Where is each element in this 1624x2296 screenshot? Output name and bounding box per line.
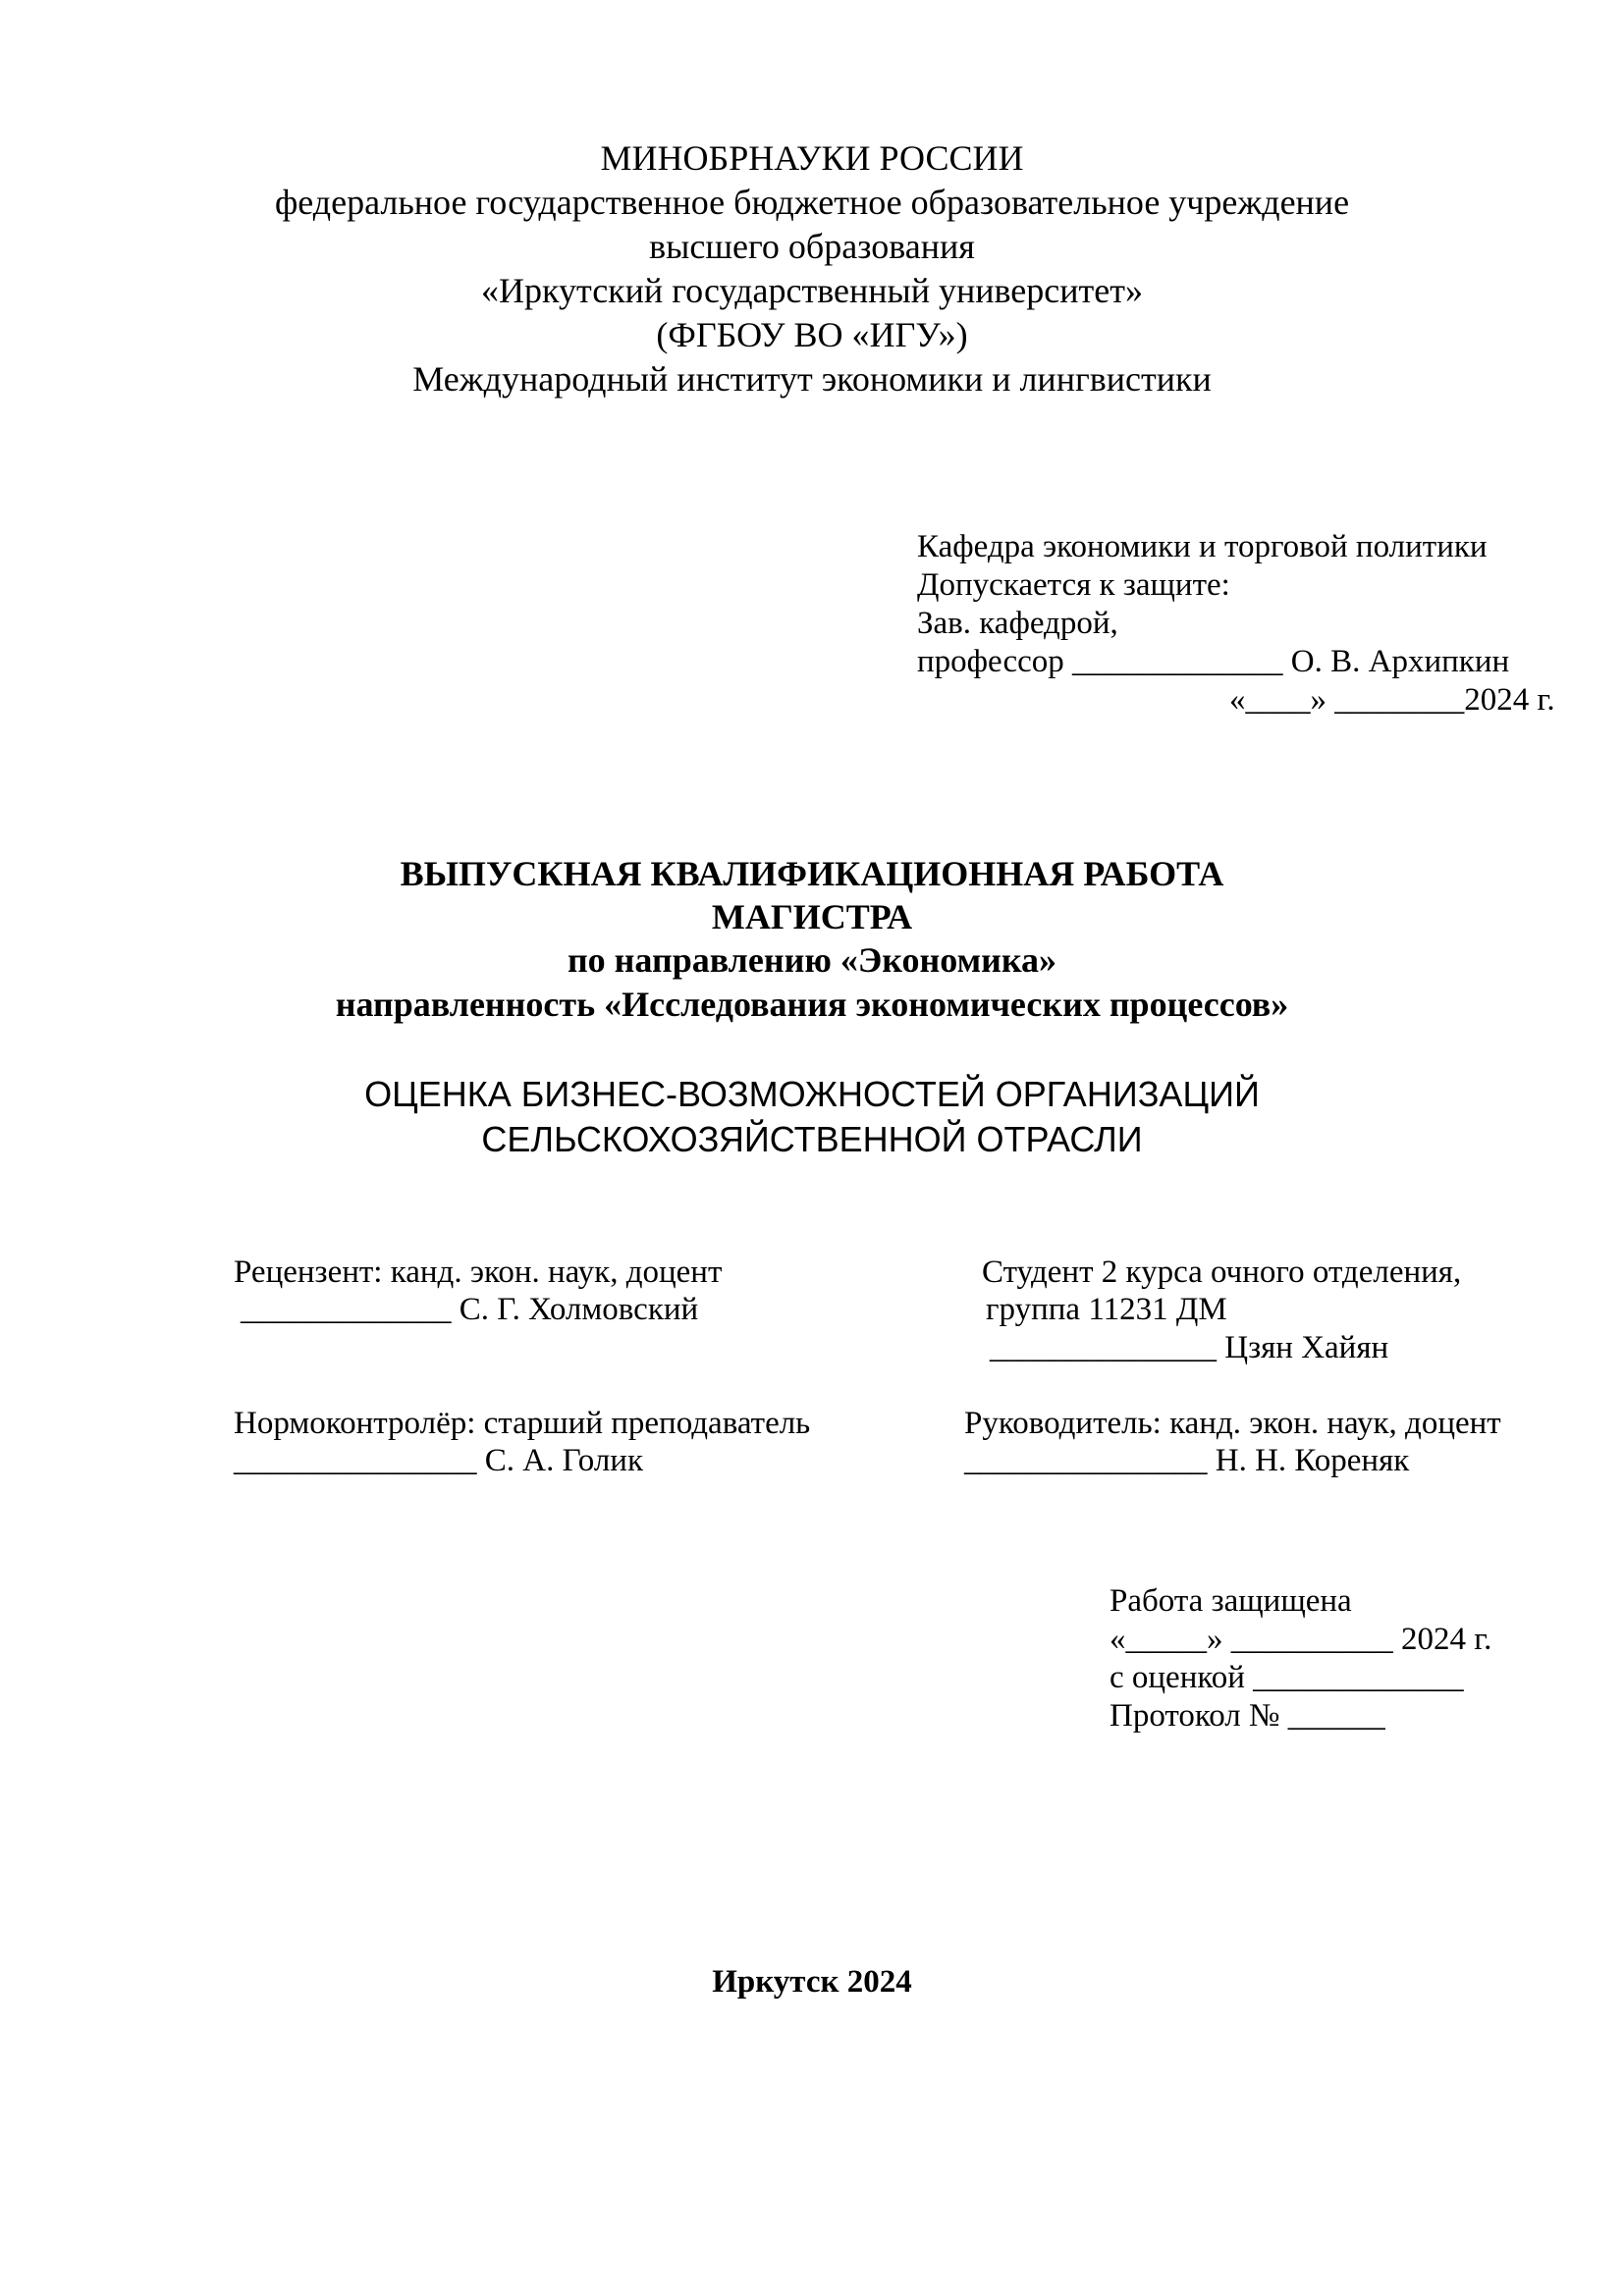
ministry-name: МИНОБРНАУКИ РОССИИ xyxy=(600,138,1024,178)
university-short-name: (ФГБОУ ВО «ИГУ») xyxy=(656,315,968,354)
normcontrol-role: Нормоконтролёр: старший преподаватель xyxy=(234,1406,811,1441)
admitted-label: Допускается к защите: xyxy=(917,567,1230,603)
organization-line-1: федеральное государственное бюджетное образовательное учреждение xyxy=(274,183,1350,222)
normcontrol-signature-line: _______________ С. А. Голик xyxy=(234,1443,643,1478)
organization-line-2: высшего образования xyxy=(649,227,975,266)
defense-date-line: «_____» __________ 2024 г. xyxy=(1110,1622,1492,1657)
supervisor-signature-line: _______________ Н. Н. Кореняк xyxy=(964,1443,1410,1478)
protocol-line: Протокол № ______ xyxy=(1110,1698,1385,1734)
reviewer-signature-line: _____________ С. Г. Холмовский xyxy=(241,1292,699,1327)
supervisor-role: Руководитель: канд. экон. наук, доцент xyxy=(964,1406,1501,1441)
defended-label: Работа защищена xyxy=(1110,1583,1352,1619)
work-type-line-2: МАГИСТРА xyxy=(711,897,913,936)
thesis-title-line-1: ОЦЕНКА БИЗНЕС-ВОЗМОЖНОСТЕЙ ОРГАНИЗАЦИЙ xyxy=(364,1074,1260,1114)
grade-line: с оценкой _____________ xyxy=(1110,1660,1464,1695)
work-type-line-1: ВЫПУСКНАЯ КВАЛИФИКАЦИОННАЯ РАБОТА xyxy=(400,854,1224,893)
student-role: Студент 2 курса очного отделения, xyxy=(982,1255,1462,1290)
reviewer-role: Рецензент: канд. экон. наук, доцент xyxy=(234,1255,723,1290)
city-year: Иркутск 2024 xyxy=(712,1964,912,2000)
institute-name: Международный институт экономики и лингвистики xyxy=(412,359,1212,399)
head-label: Зав. кафедрой, xyxy=(917,606,1118,641)
thesis-title-line-2: СЕЛЬСКОХОЗЯЙСТВЕННОЙ ОТРАСЛИ xyxy=(481,1119,1143,1159)
student-group: группа 11231 ДМ xyxy=(986,1292,1227,1327)
direction-line: по направлению «Экономика» xyxy=(567,940,1057,980)
professor-signature-line: профессор _____________ О. В. Архипкин xyxy=(917,644,1510,679)
department-name: Кафедра экономики и торговой политики xyxy=(917,529,1488,564)
student-signature-line: ______________ Цзян Хайян xyxy=(990,1330,1389,1365)
focus-line: направленность «Исследования экономических процессов» xyxy=(335,985,1289,1024)
approval-date-line: «____» ________2024 г. xyxy=(1229,682,1555,718)
university-name: «Иркутский государственный университет» xyxy=(481,271,1143,310)
